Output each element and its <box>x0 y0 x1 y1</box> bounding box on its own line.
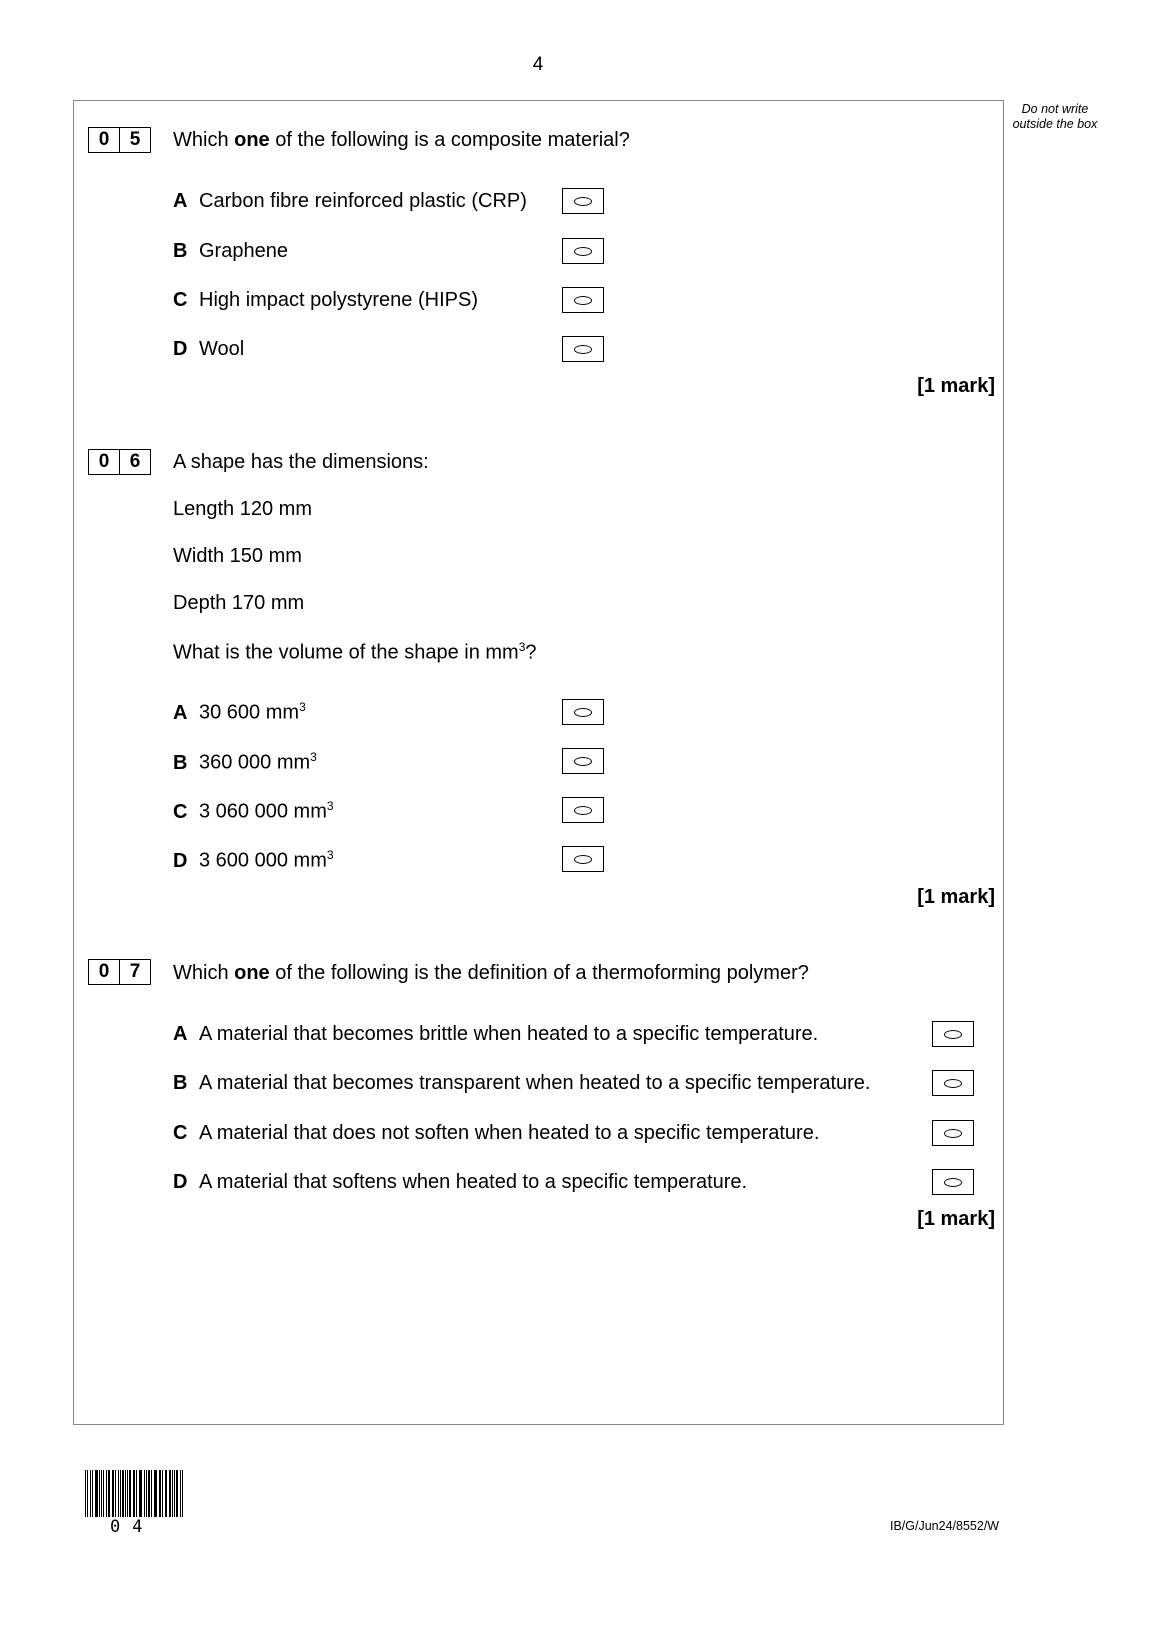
question-number-07 <box>88 959 151 985</box>
digit: 0 <box>98 961 110 982</box>
mark-allocation: [1 mark] <box>917 886 995 908</box>
barcode-bar <box>146 1470 147 1517</box>
option-05-a <box>173 190 527 213</box>
option-05-d <box>173 338 244 361</box>
question-number-05 <box>88 127 151 153</box>
text: of the following is a composite material? <box>269 129 630 151</box>
barcode-bar <box>166 1470 167 1517</box>
oval-icon <box>574 757 592 766</box>
option-letter: C <box>173 289 188 311</box>
option-07-c <box>173 1122 819 1145</box>
barcode-bar <box>95 1470 97 1517</box>
option-06-d <box>173 848 334 873</box>
option-letter: C <box>173 1122 188 1144</box>
option-text: Graphene <box>199 240 288 262</box>
option-text: High impact polystyrene (HIPS) <box>199 289 478 311</box>
option-text: A material that softens when heated to a specific temperature. <box>199 1171 748 1193</box>
barcode-bar <box>136 1470 137 1517</box>
option-text: A material that becomes transparent when heated to a specific temperature. <box>199 1072 871 1094</box>
option-letter: A <box>173 190 188 212</box>
option-06-c <box>173 799 334 824</box>
text: of the following is the definition of a thermoforming polymer? <box>269 962 809 984</box>
option-06-b <box>173 750 317 775</box>
oval-icon <box>574 855 592 864</box>
barcode-bar <box>155 1470 156 1517</box>
oval-icon <box>574 806 592 815</box>
option-text: A material that does not soften when heated to a specific temperature. <box>199 1122 820 1144</box>
option-letter: B <box>173 1072 188 1094</box>
text-bold: one <box>234 962 270 984</box>
digit: 6 <box>119 450 150 474</box>
oval-icon <box>944 1129 962 1138</box>
barcode-number: 04 <box>110 1517 155 1537</box>
answer-box-06-a[interactable] <box>562 699 604 725</box>
barcode-bar <box>133 1470 135 1517</box>
superscript: 3 <box>299 700 306 714</box>
barcode-bar <box>172 1470 173 1517</box>
dimension-length: Length 120 mm <box>173 498 312 520</box>
oval-icon <box>574 345 592 354</box>
oval-icon <box>574 708 592 717</box>
oval-icon <box>944 1079 962 1088</box>
text-bold: one <box>234 129 270 151</box>
oval-icon <box>944 1178 962 1187</box>
option-letter: B <box>173 240 188 262</box>
question-05-text <box>173 129 630 152</box>
option-letter: D <box>173 849 188 872</box>
barcode-bar <box>99 1470 100 1517</box>
oval-icon <box>574 197 592 206</box>
option-05-b <box>173 240 288 263</box>
answer-box-05-a[interactable] <box>562 188 604 214</box>
barcode-bar <box>159 1470 161 1517</box>
barcode-bar <box>148 1470 149 1517</box>
option-text: 3 600 000 mm <box>199 849 327 872</box>
dimension-depth: Depth 170 mm <box>173 592 305 614</box>
barcode-bar <box>140 1470 141 1517</box>
barcode-bar <box>129 1470 130 1517</box>
option-07-d <box>173 1171 747 1194</box>
barcode-bar <box>139 1470 140 1517</box>
answer-box-07-b[interactable] <box>932 1070 974 1096</box>
answer-box-05-d[interactable] <box>562 336 604 362</box>
answer-box-07-a[interactable] <box>932 1021 974 1047</box>
barcode-bar <box>103 1470 104 1517</box>
barcode-bar <box>180 1470 181 1517</box>
barcode-bar <box>101 1470 102 1517</box>
barcode-bar <box>108 1470 109 1517</box>
barcode-bar <box>85 1470 86 1517</box>
oval-icon <box>574 247 592 256</box>
barcode-bar <box>125 1470 126 1517</box>
barcode-bar <box>182 1470 183 1517</box>
oval-icon <box>574 296 592 305</box>
option-07-a <box>173 1023 818 1046</box>
option-letter: A <box>173 701 188 724</box>
option-text: Wool <box>199 338 245 360</box>
option-06-a <box>173 700 306 725</box>
mark-allocation: [1 mark] <box>917 375 995 397</box>
question-06-ask <box>173 640 537 665</box>
answer-box-06-b[interactable] <box>562 748 604 774</box>
barcode-bar <box>174 1470 175 1517</box>
option-text: A material that becomes brittle when heated to a specific temperature. <box>199 1023 819 1045</box>
oval-icon <box>944 1030 962 1039</box>
digit: 5 <box>119 128 150 152</box>
question-06-intro: A shape has the dimensions: <box>173 451 429 473</box>
barcode-bar <box>87 1470 88 1517</box>
barcode-bar <box>92 1470 93 1517</box>
page-number: 4 <box>532 54 544 75</box>
option-05-c <box>173 289 478 312</box>
answer-box-07-c[interactable] <box>932 1120 974 1146</box>
option-07-b <box>173 1072 870 1095</box>
superscript: 3 <box>310 750 317 764</box>
barcode-bar <box>176 1470 177 1517</box>
digit: 0 <box>98 451 110 472</box>
barcode-bar <box>112 1470 114 1517</box>
barcode-bar <box>169 1470 170 1517</box>
digit: 7 <box>119 960 150 984</box>
option-text: 3 060 000 mm <box>199 800 327 823</box>
option-letter: B <box>173 751 188 774</box>
barcode-bar <box>127 1470 128 1517</box>
option-letter: D <box>173 1171 188 1193</box>
text: Which <box>173 129 235 151</box>
barcode-bar <box>122 1470 123 1517</box>
answer-box-06-c[interactable] <box>562 797 604 823</box>
barcode-bar <box>106 1470 107 1517</box>
answer-box-07-d[interactable] <box>932 1169 974 1195</box>
text: What is the volume of the shape in mm <box>173 641 519 664</box>
option-text: Carbon fibre reinforced plastic (CRP) <box>199 190 527 212</box>
margin-note: Do not write outside the box <box>1012 102 1098 131</box>
barcode-bar <box>90 1470 91 1517</box>
dimension-width: Width 150 mm <box>173 545 302 567</box>
barcode <box>85 1470 185 1517</box>
digit: 0 <box>98 129 110 150</box>
barcode-bar <box>144 1470 145 1517</box>
text: Which <box>173 962 235 984</box>
answer-box-05-b[interactable] <box>562 238 604 264</box>
question-07-text <box>173 962 809 985</box>
option-text: 30 600 mm <box>199 701 300 724</box>
option-letter: A <box>173 1023 188 1045</box>
text: ? <box>525 641 537 664</box>
question-number-06 <box>88 449 151 475</box>
barcode-bar <box>115 1470 116 1517</box>
option-text: 360 000 mm <box>199 751 311 774</box>
barcode-bar <box>120 1470 121 1517</box>
barcode-bar <box>118 1470 119 1517</box>
answer-box-06-d[interactable] <box>562 846 604 872</box>
paper-code: IB/G/Jun24/8552/W <box>890 1519 1000 1533</box>
barcode-bar <box>162 1470 163 1517</box>
barcode-bar <box>151 1470 152 1517</box>
mark-allocation: [1 mark] <box>917 1208 995 1230</box>
superscript: 3 <box>326 848 334 862</box>
option-letter: D <box>173 338 188 360</box>
answer-box-05-c[interactable] <box>562 287 604 313</box>
option-letter: C <box>173 800 188 823</box>
superscript: 3 <box>518 640 526 654</box>
superscript: 3 <box>326 799 334 813</box>
barcode-bar <box>154 1470 155 1517</box>
barcode-bar <box>165 1470 166 1517</box>
